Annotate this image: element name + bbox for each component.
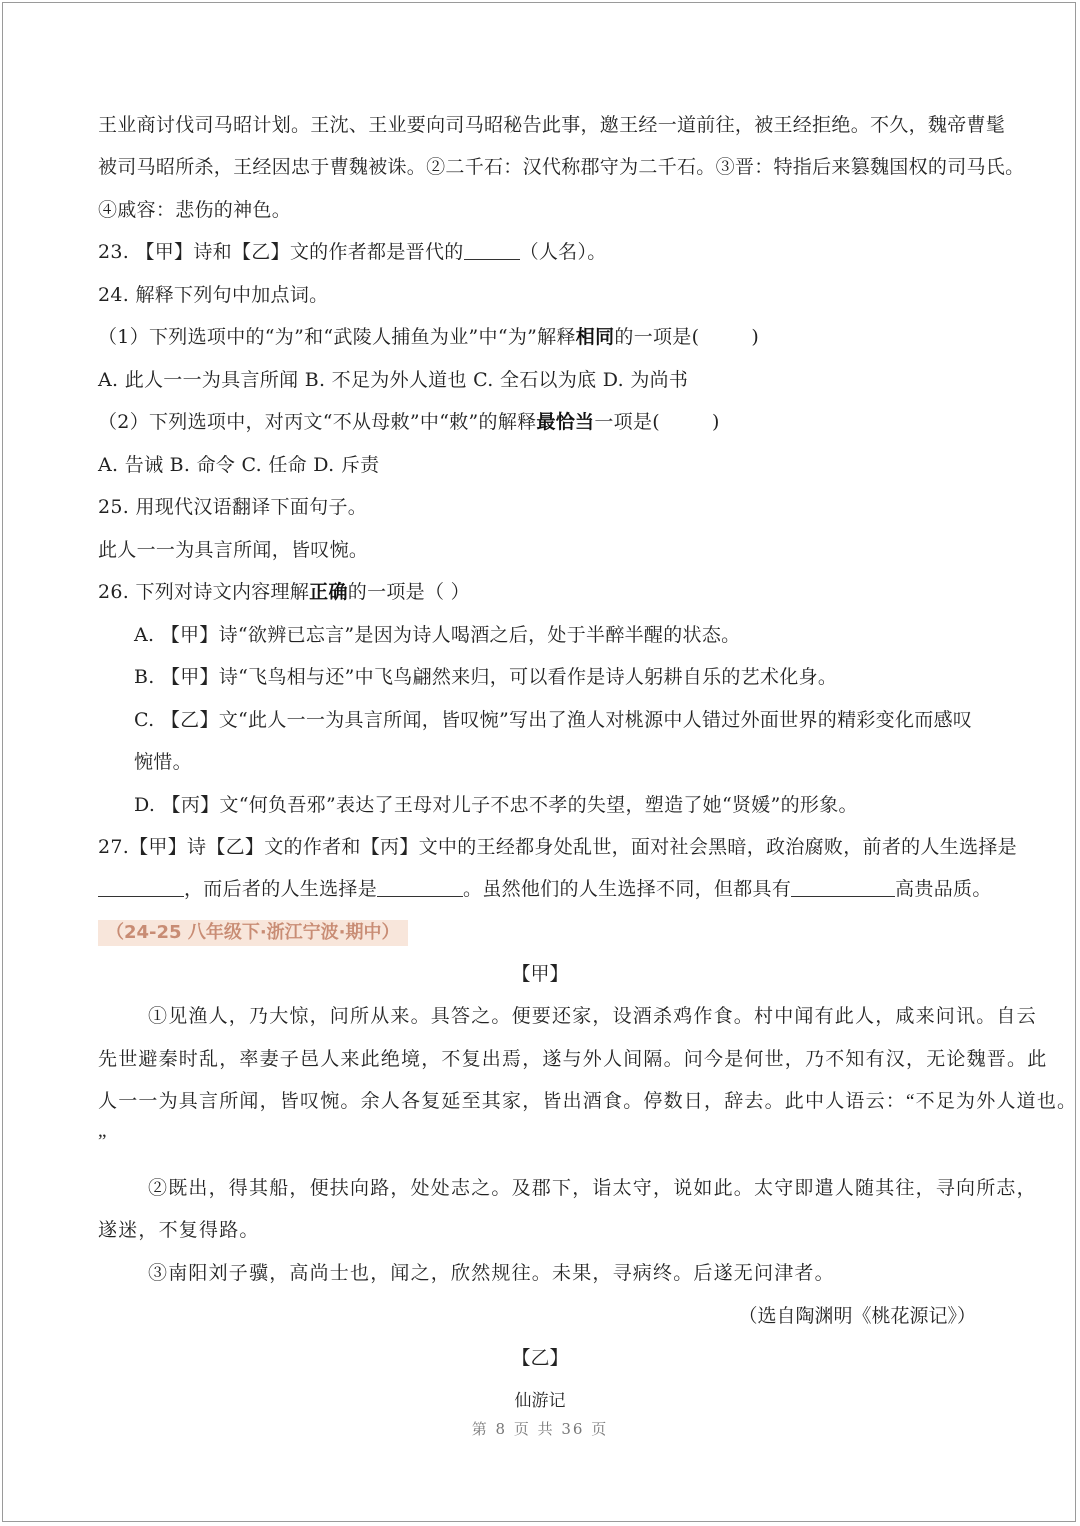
question-25-sentence: 此人一一为具言所闻，皆叹惋。 bbox=[98, 539, 369, 561]
jia-source: （选自陶渊明《桃花源记》） bbox=[738, 1305, 976, 1327]
page-footer: 第 8 页 共 36 页 bbox=[471, 1420, 609, 1438]
q24-sub2-options: A. 告诫 B. 命令 C. 任命 D. 斥责 bbox=[98, 454, 380, 476]
q24-sub1-emphasis: 相同 bbox=[575, 326, 615, 348]
source-tag: （24-25 八年级下·浙江宁波·期中） bbox=[98, 920, 408, 946]
q26-option-c: C. 【乙】文“此人一一为具言所闻，皆叹惋”写出了渔人对桃源中人错过外面世界的精彩变化而感叹 bbox=[134, 709, 973, 731]
q27-blank-3[interactable] bbox=[791, 878, 895, 897]
q24-sub1-text: （1）下列选项中的“为”和“武陵人捕鱼为业”中“为”解释 bbox=[98, 326, 576, 348]
question-24-sub2 bbox=[98, 410, 720, 434]
q24-sub2-text-end: 一项是( bbox=[594, 411, 660, 433]
section-yi-heading: 【乙】 bbox=[511, 1347, 569, 1369]
jia-para2-line1: ②既出，得其船，便扶向路，处处志之。及郡下，诣太守，说如此。太守即遣人随其往，寻向所志， bbox=[148, 1178, 1037, 1199]
jia-para1-line4: ” bbox=[98, 1131, 108, 1152]
q26-text-end: 的一项是（ ） bbox=[347, 581, 470, 603]
q27-blank-2[interactable] bbox=[377, 878, 463, 897]
section-jia-heading: 【甲】 bbox=[511, 963, 569, 985]
question-25-title: 25. 用现代汉语翻译下面句子。 bbox=[98, 496, 368, 518]
jia-para1-line2: 先世避秦时乱，率妻子邑人来此绝境，不复出焉，遂与外人间隔。问今是何世，乃不知有汉，无论魏晋。此 bbox=[98, 1049, 1048, 1070]
q23-text: 23. 【甲】诗和【乙】文的作者都是晋代的 bbox=[98, 241, 464, 263]
q24-sub2-emphasis: 最恰当 bbox=[536, 411, 595, 433]
q26-option-b: B. 【甲】诗“飞鸟相与还”中飞鸟翩然来归，可以看作是诗人躬耕自乐的艺术化身。 bbox=[134, 666, 838, 688]
q23-answer-blank[interactable] bbox=[464, 241, 520, 260]
question-26 bbox=[98, 580, 470, 604]
jia-para1-line1: ①见渔人，乃大惊，问所从来。具答之。便要还家，设酒杀鸡作食。村中闻有此人，咸来问讯。自云 bbox=[148, 1006, 1037, 1027]
q24-sub1-close: ) bbox=[751, 326, 760, 348]
question-24-sub1 bbox=[98, 325, 759, 349]
q24-sub1-options: A. 此人一一为具言所闻 B. 不足为外人道也 C. 全石以为底 D. 为尚书 bbox=[98, 369, 689, 391]
q26-emphasis: 正确 bbox=[309, 581, 348, 603]
notes-line-2: 被司马昭所杀，王经因忠于曹魏被诛。②二千石：汉代称郡守为二千石。③晋：特指后来篡魏国权的司马氏。 bbox=[98, 156, 1025, 178]
q27-text-3: 高贵品质。 bbox=[895, 878, 992, 900]
yi-title: 仙游记 bbox=[514, 1391, 566, 1411]
notes-line-1: 王业商讨伐司马昭计划。王沈、王业要向司马昭秘告此事，邀王经一道前往，被王经拒绝。不久，魏帝曹髦 bbox=[98, 114, 1006, 136]
q26-option-d: D. 【丙】文“何负吾邪”表达了王母对儿子不忠不孝的失望，塑造了她“贤媛”的形象。 bbox=[134, 794, 858, 816]
jia-para3-line1: ③南阳刘子骥，高尚士也，闻之，欣然规往。未果，寻病终。后遂无问津者。 bbox=[148, 1263, 835, 1284]
q27-text-2: 。虽然他们的人生选择不同，但都具有 bbox=[463, 878, 792, 900]
question-24-title: 24. 解释下列句中加点词。 bbox=[98, 284, 329, 306]
q27-text-1: ，而后者的人生选择是 bbox=[184, 878, 378, 900]
q24-sub1-text-end: 的一项是( bbox=[614, 326, 700, 348]
q26-option-c-cont: 惋惜。 bbox=[134, 751, 192, 773]
question-27: 27.【甲】诗【乙】文的作者和【丙】文中的王经都身处乱世，面对社会黑暗，政治腐败，前者的人生选择是 bbox=[98, 836, 1017, 858]
notes-line-3: ④戚容：悲伤的神色。 bbox=[98, 199, 292, 221]
q24-sub2-close: ) bbox=[711, 411, 720, 433]
q26-option-a: A. 【甲】诗“欲辨已忘言”是因为诗人喝酒之后，处于半醉半醒的状态。 bbox=[134, 624, 741, 646]
question-27-blanks bbox=[98, 877, 992, 901]
q26-text: 26. 下列对诗文内容理解 bbox=[98, 581, 310, 603]
question-23 bbox=[98, 240, 607, 264]
q23-suffix: （人名）。 bbox=[519, 241, 607, 263]
jia-para1-line3: 人一一为具言所闻，皆叹惋。余人各复延至其家，皆出酒食。停数日，辞去。此中人语云：“不足为外人道也。 bbox=[98, 1091, 1078, 1112]
q27-blank-1[interactable] bbox=[98, 878, 184, 897]
q24-sub2-text: （2）下列选项中，对丙文“不从母敕”中“敕”的解释 bbox=[98, 411, 537, 433]
jia-para2-line2: 遂迷，不复得路。 bbox=[98, 1220, 260, 1241]
